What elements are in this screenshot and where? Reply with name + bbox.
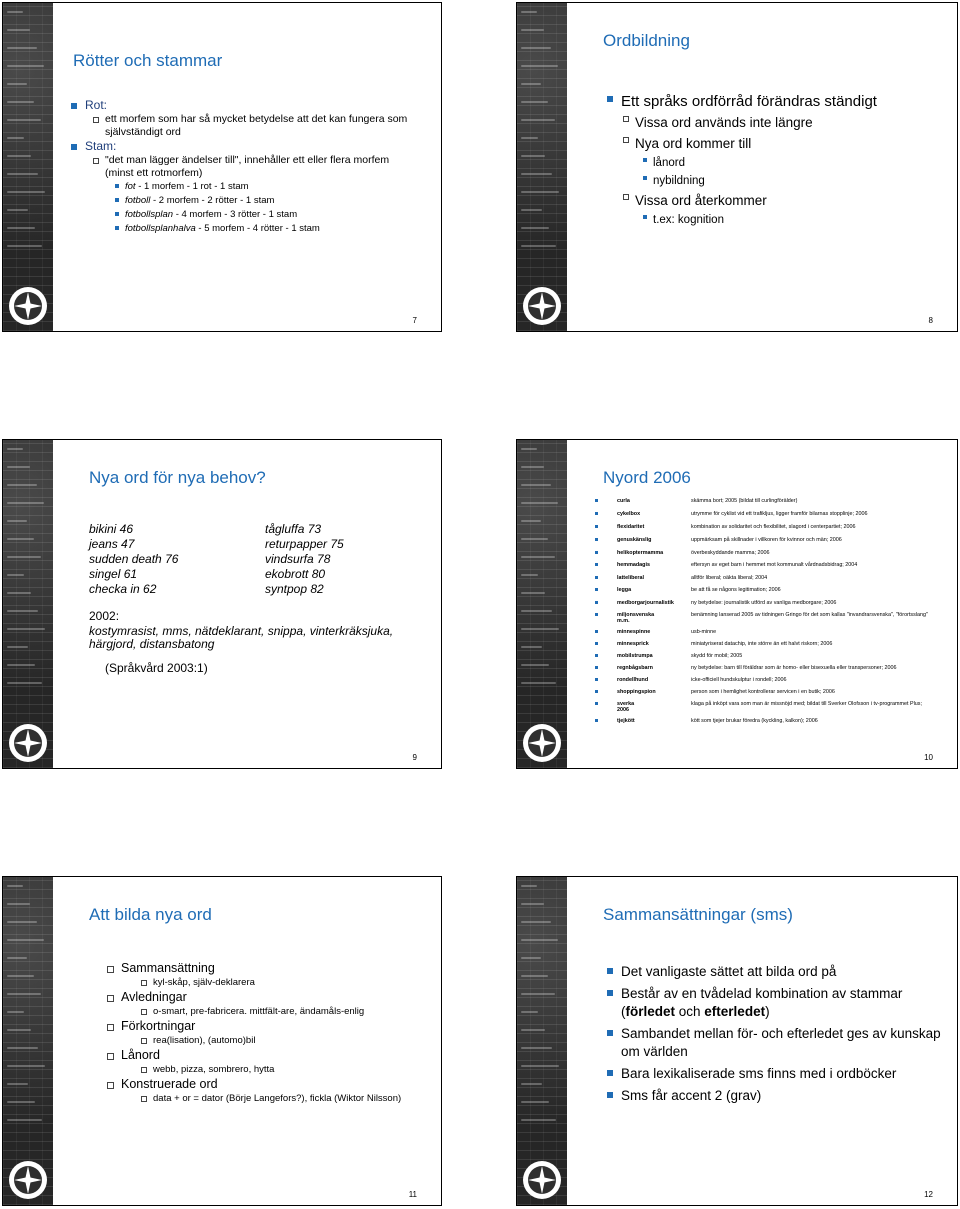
- method-item: Konstruerade ord: [121, 1077, 442, 1092]
- slide-title: Ordbildning: [603, 31, 690, 50]
- chalk-scribble: [521, 155, 545, 157]
- chalk-scribble: [7, 1101, 35, 1103]
- chalk-scribble: [7, 502, 44, 504]
- chalk-scribble: [7, 885, 23, 887]
- chalk-scribble: [521, 484, 551, 486]
- chalk-scribble: [7, 975, 34, 977]
- bullet: Bara lexikaliserade sms finns med i ordböcker: [621, 1065, 941, 1083]
- chalk-scribble: [521, 1065, 559, 1067]
- chalk-scribble: [521, 65, 558, 67]
- chalk-scribble: [7, 939, 44, 941]
- page-number: 9: [412, 753, 417, 762]
- stam-definition: "det man lägger ändelser till", innehåller ett eller flera morfem (minst ett rotmorfem): [105, 154, 415, 180]
- chalkboard-sidebar: [3, 877, 53, 1205]
- chalk-scribble: [7, 903, 30, 905]
- chalkboard-sidebar: [517, 877, 567, 1205]
- page-number: 11: [408, 1190, 417, 1199]
- chalk-scribble: [521, 939, 558, 941]
- page-number: 8: [928, 316, 933, 325]
- chalk-scribble: [521, 137, 538, 139]
- chalk-scribble: [521, 610, 552, 612]
- word-item: syntpop 82: [265, 582, 324, 596]
- chalk-scribble: [7, 993, 41, 995]
- chalk-scribble: [521, 538, 548, 540]
- page-number: 10: [924, 753, 933, 762]
- word-list-right: [265, 522, 344, 597]
- chalk-scribble: [7, 11, 23, 13]
- chalk-scribble: [521, 11, 537, 13]
- chalk-scribble: [7, 628, 45, 630]
- chalkboard-sidebar: [3, 3, 53, 331]
- word-item: checka in 62: [89, 582, 157, 596]
- method-item: Lånord: [121, 1048, 442, 1063]
- slide-title: Rötter och stammar: [73, 51, 223, 70]
- slide-7: [2, 2, 442, 332]
- subsub-bullet: t.ex: kognition: [653, 211, 951, 229]
- rot-definition: ett morfem som har så mycket betydelse att det kan fungera som självständigt ord: [105, 113, 415, 139]
- sub-bullet: Vissa ord används inte längre: [635, 112, 951, 133]
- chalk-scribble: [521, 245, 556, 247]
- chalk-scribble: [7, 1119, 42, 1121]
- chalk-scribble: [521, 502, 558, 504]
- chalk-scribble: [7, 137, 24, 139]
- page-number: 7: [412, 316, 417, 325]
- chalk-scribble: [7, 1047, 38, 1049]
- word-list-left: [89, 522, 178, 597]
- slide-10: Nyord 2006 curla skämma bort; 2005 (bildat till curlingförälder) cykelbox utrymme för cyklist vid ett trafikljus, ligger framför bilarnas stopplinje; 2006 flexidaritet kombination av solidaritet och flexibilitet, slagord i centerpartiet; 2006 genuskänslig uppmärksam på skillnader i villkoren för kvinnor och män; 2006 helikoptermamma överbeskyddande mamma; 2006 hemmadagis eftersyn av eget barn i hemmet mot kommunalt vårdnadsbidrag; 2004 latteliberal alltför liberal; oäkta liberal; 2004 legga be att få se någons legitimation; 2006 medborgarjournalistik ny betydelse: journalistik utförd av vanliga medborgare; 2006 miljonsvenska m.m. benämning lanserad 2005 av tidningen Gringo för det som kallas "invandrarsvenska", "förortsslang" minnespinne usb-minne minnesprick miniatyriserat datachip, inte större än ett halvt riskorn; 2006 mobilstrumpa skydd för mobil; 2005 regnbågsbarn ny betydelse: barn till föräldrar som är homo- eller bisexuella eller transpersoner; 2006 rondellhund icke-officiell hundskulptur i rondell; 2006 shoppingspion person som i hemlighet kontrollerar servicen i en butik; 2006 sverka 2006 klaga på inköpt vara som man är missnöjd med; bildat till Sverker Olofsson i tv-programmet Plus; tjejkött kött som tjejer brukar föredra (kyckling, kalkon); 2006 10: [516, 439, 958, 769]
- chalk-scribble: [7, 227, 35, 229]
- chalk-scribble: [521, 556, 555, 558]
- word-item: bikini 46: [89, 522, 134, 536]
- example-row: fotbollsplanhalva - 5 morfem - 4 rötter - 1 stam: [125, 222, 415, 236]
- chalk-scribble: [7, 119, 41, 121]
- chalk-scribble: [521, 574, 538, 576]
- chalk-scribble: [521, 664, 549, 666]
- chalk-scribble: [521, 1029, 545, 1031]
- chalk-scribble: [521, 975, 548, 977]
- chalk-scribble: [521, 119, 555, 121]
- chalk-scribble: [521, 646, 542, 648]
- chalk-scribble: [521, 47, 551, 49]
- chalk-scribble: [7, 520, 27, 522]
- chalk-scribble: [521, 520, 541, 522]
- bullet-rot: Rot:: [85, 98, 415, 113]
- method-example: webb, pizza, sombrero, hytta: [153, 1063, 442, 1077]
- method-example: data + or = dator (Börje Langefors?), fickla (Wiktor Nilsson): [153, 1092, 442, 1106]
- university-logo-icon: [521, 285, 563, 327]
- chalk-scribble: [7, 646, 28, 648]
- page-number: 12: [924, 1190, 933, 1199]
- chalk-scribble: [7, 610, 38, 612]
- slide-8: [516, 2, 958, 332]
- word-item: singel 61: [89, 567, 138, 581]
- bullet-stam: Stam:: [85, 139, 415, 154]
- chalk-scribble: [521, 1011, 538, 1013]
- slide-11: [2, 876, 442, 1206]
- chalk-scribble: [7, 47, 37, 49]
- slide-title: Nyord 2006: [603, 468, 691, 487]
- chalk-scribble: [7, 574, 24, 576]
- chalk-scribble: [521, 1083, 542, 1085]
- university-logo-icon: [521, 1159, 563, 1201]
- bullet: Sambandet mellan för- och efterledet ges av kunskap om världen: [621, 1026, 941, 1059]
- chalk-scribble: [7, 1029, 31, 1031]
- chalk-scribble: [7, 466, 30, 468]
- method-example: kyl-skåp, själv-deklarera: [153, 976, 442, 990]
- word-item: returpapper 75: [265, 537, 344, 551]
- chalk-scribble: [7, 682, 42, 684]
- sub-bullet: Nya ord kommer till: [635, 133, 951, 154]
- chalk-scribble: [7, 65, 44, 67]
- slide-title: Nya ord för nya behov?: [89, 468, 266, 487]
- slide-9: [2, 439, 442, 769]
- chalk-scribble: [7, 664, 35, 666]
- main-bullet: Ett språks ordförråd förändras ständigt: [621, 91, 951, 112]
- university-logo-icon: [7, 1159, 49, 1201]
- chalkboard-sidebar: [3, 440, 53, 768]
- word-item: tågluffa 73: [265, 522, 322, 536]
- chalk-scribble: [7, 1083, 28, 1085]
- chalk-scribble: [7, 484, 37, 486]
- word-item: vindsurfa 78: [265, 552, 331, 566]
- chalk-scribble: [521, 592, 545, 594]
- method-item: Förkortningar: [121, 1019, 442, 1034]
- chalk-scribble: [521, 209, 542, 211]
- chalk-scribble: [521, 227, 549, 229]
- chalk-scribble: [521, 191, 559, 193]
- slide-12: [516, 876, 958, 1206]
- slide-title: Sammansättningar (sms): [603, 905, 793, 924]
- chalk-scribble: [521, 921, 551, 923]
- chalk-scribble: [7, 155, 31, 157]
- subsub-bullet: lånord: [653, 154, 951, 172]
- method-example: rea(lisation), (automo)bil: [153, 1034, 442, 1048]
- chalk-scribble: [521, 885, 537, 887]
- chalk-scribble: [7, 101, 34, 103]
- bullet: Det vanligaste sättet att bilda ord på: [621, 963, 941, 981]
- chalk-scribble: [7, 592, 31, 594]
- chalk-scribble: [7, 1011, 24, 1013]
- chalk-scribble: [521, 1047, 552, 1049]
- university-logo-icon: [7, 722, 49, 764]
- chalk-scribble: [7, 173, 38, 175]
- example-row: fot - 1 morfem - 1 rot - 1 stam: [125, 180, 415, 194]
- chalk-scribble: [7, 83, 27, 85]
- chalk-scribble: [7, 957, 27, 959]
- word-item: sudden death 76: [89, 552, 179, 566]
- example-row: fotbollsplan - 4 morfem - 3 rötter - 1 stam: [125, 208, 415, 222]
- chalkboard-sidebar: [517, 3, 567, 331]
- chalk-scribble: [521, 903, 544, 905]
- example-row: fotboll - 2 morfem - 2 rötter - 1 stam: [125, 194, 415, 208]
- chalk-scribble: [521, 1119, 556, 1121]
- university-logo-icon: [521, 722, 563, 764]
- words-2002: kostymrasist, mms, nätdeklarant, snippa, vinterkräksjuka, härgjord, distansbatong: [89, 624, 394, 651]
- source-citation: (Språkvård 2003:1): [105, 661, 208, 675]
- chalk-scribble: [521, 83, 541, 85]
- chalk-scribble: [7, 29, 30, 31]
- university-logo-icon: [7, 285, 49, 327]
- chalk-scribble: [521, 448, 537, 450]
- chalk-scribble: [7, 538, 34, 540]
- word-item: jeans 47: [89, 537, 135, 551]
- sub-bullet: Vissa ord återkommer: [635, 190, 951, 211]
- chalk-scribble: [7, 1065, 45, 1067]
- chalkboard-sidebar: [517, 440, 567, 768]
- chalk-scribble: [521, 993, 555, 995]
- chalk-scribble: [521, 682, 556, 684]
- chalk-scribble: [7, 245, 42, 247]
- bullet: Sms får accent 2 (grav): [621, 1087, 941, 1105]
- chalk-scribble: [521, 466, 544, 468]
- subsub-bullet: nybildning: [653, 172, 951, 190]
- chalk-scribble: [7, 209, 28, 211]
- chalk-scribble: [521, 1101, 549, 1103]
- word-item: ekobrott 80: [265, 567, 326, 581]
- chalk-scribble: [521, 628, 559, 630]
- chalk-scribble: [521, 29, 544, 31]
- method-item: Avledningar: [121, 990, 442, 1005]
- chalk-scribble: [7, 556, 41, 558]
- chalk-scribble: [521, 957, 541, 959]
- chalk-scribble: [7, 191, 45, 193]
- method-example: o-smart, pre-fabricera. mittfält-are, ändamåls-enlig: [153, 1005, 442, 1019]
- chalk-scribble: [7, 448, 23, 450]
- bullet: Består av en tvådelad kombination av stammar (förledet och efterledet): [621, 985, 941, 1021]
- chalk-scribble: [7, 921, 37, 923]
- year-label: 2002:: [89, 609, 120, 623]
- chalk-scribble: [521, 101, 548, 103]
- chalk-scribble: [521, 173, 552, 175]
- slide-title: Att bilda nya ord: [89, 905, 212, 924]
- method-item: Sammansättning: [121, 961, 442, 976]
